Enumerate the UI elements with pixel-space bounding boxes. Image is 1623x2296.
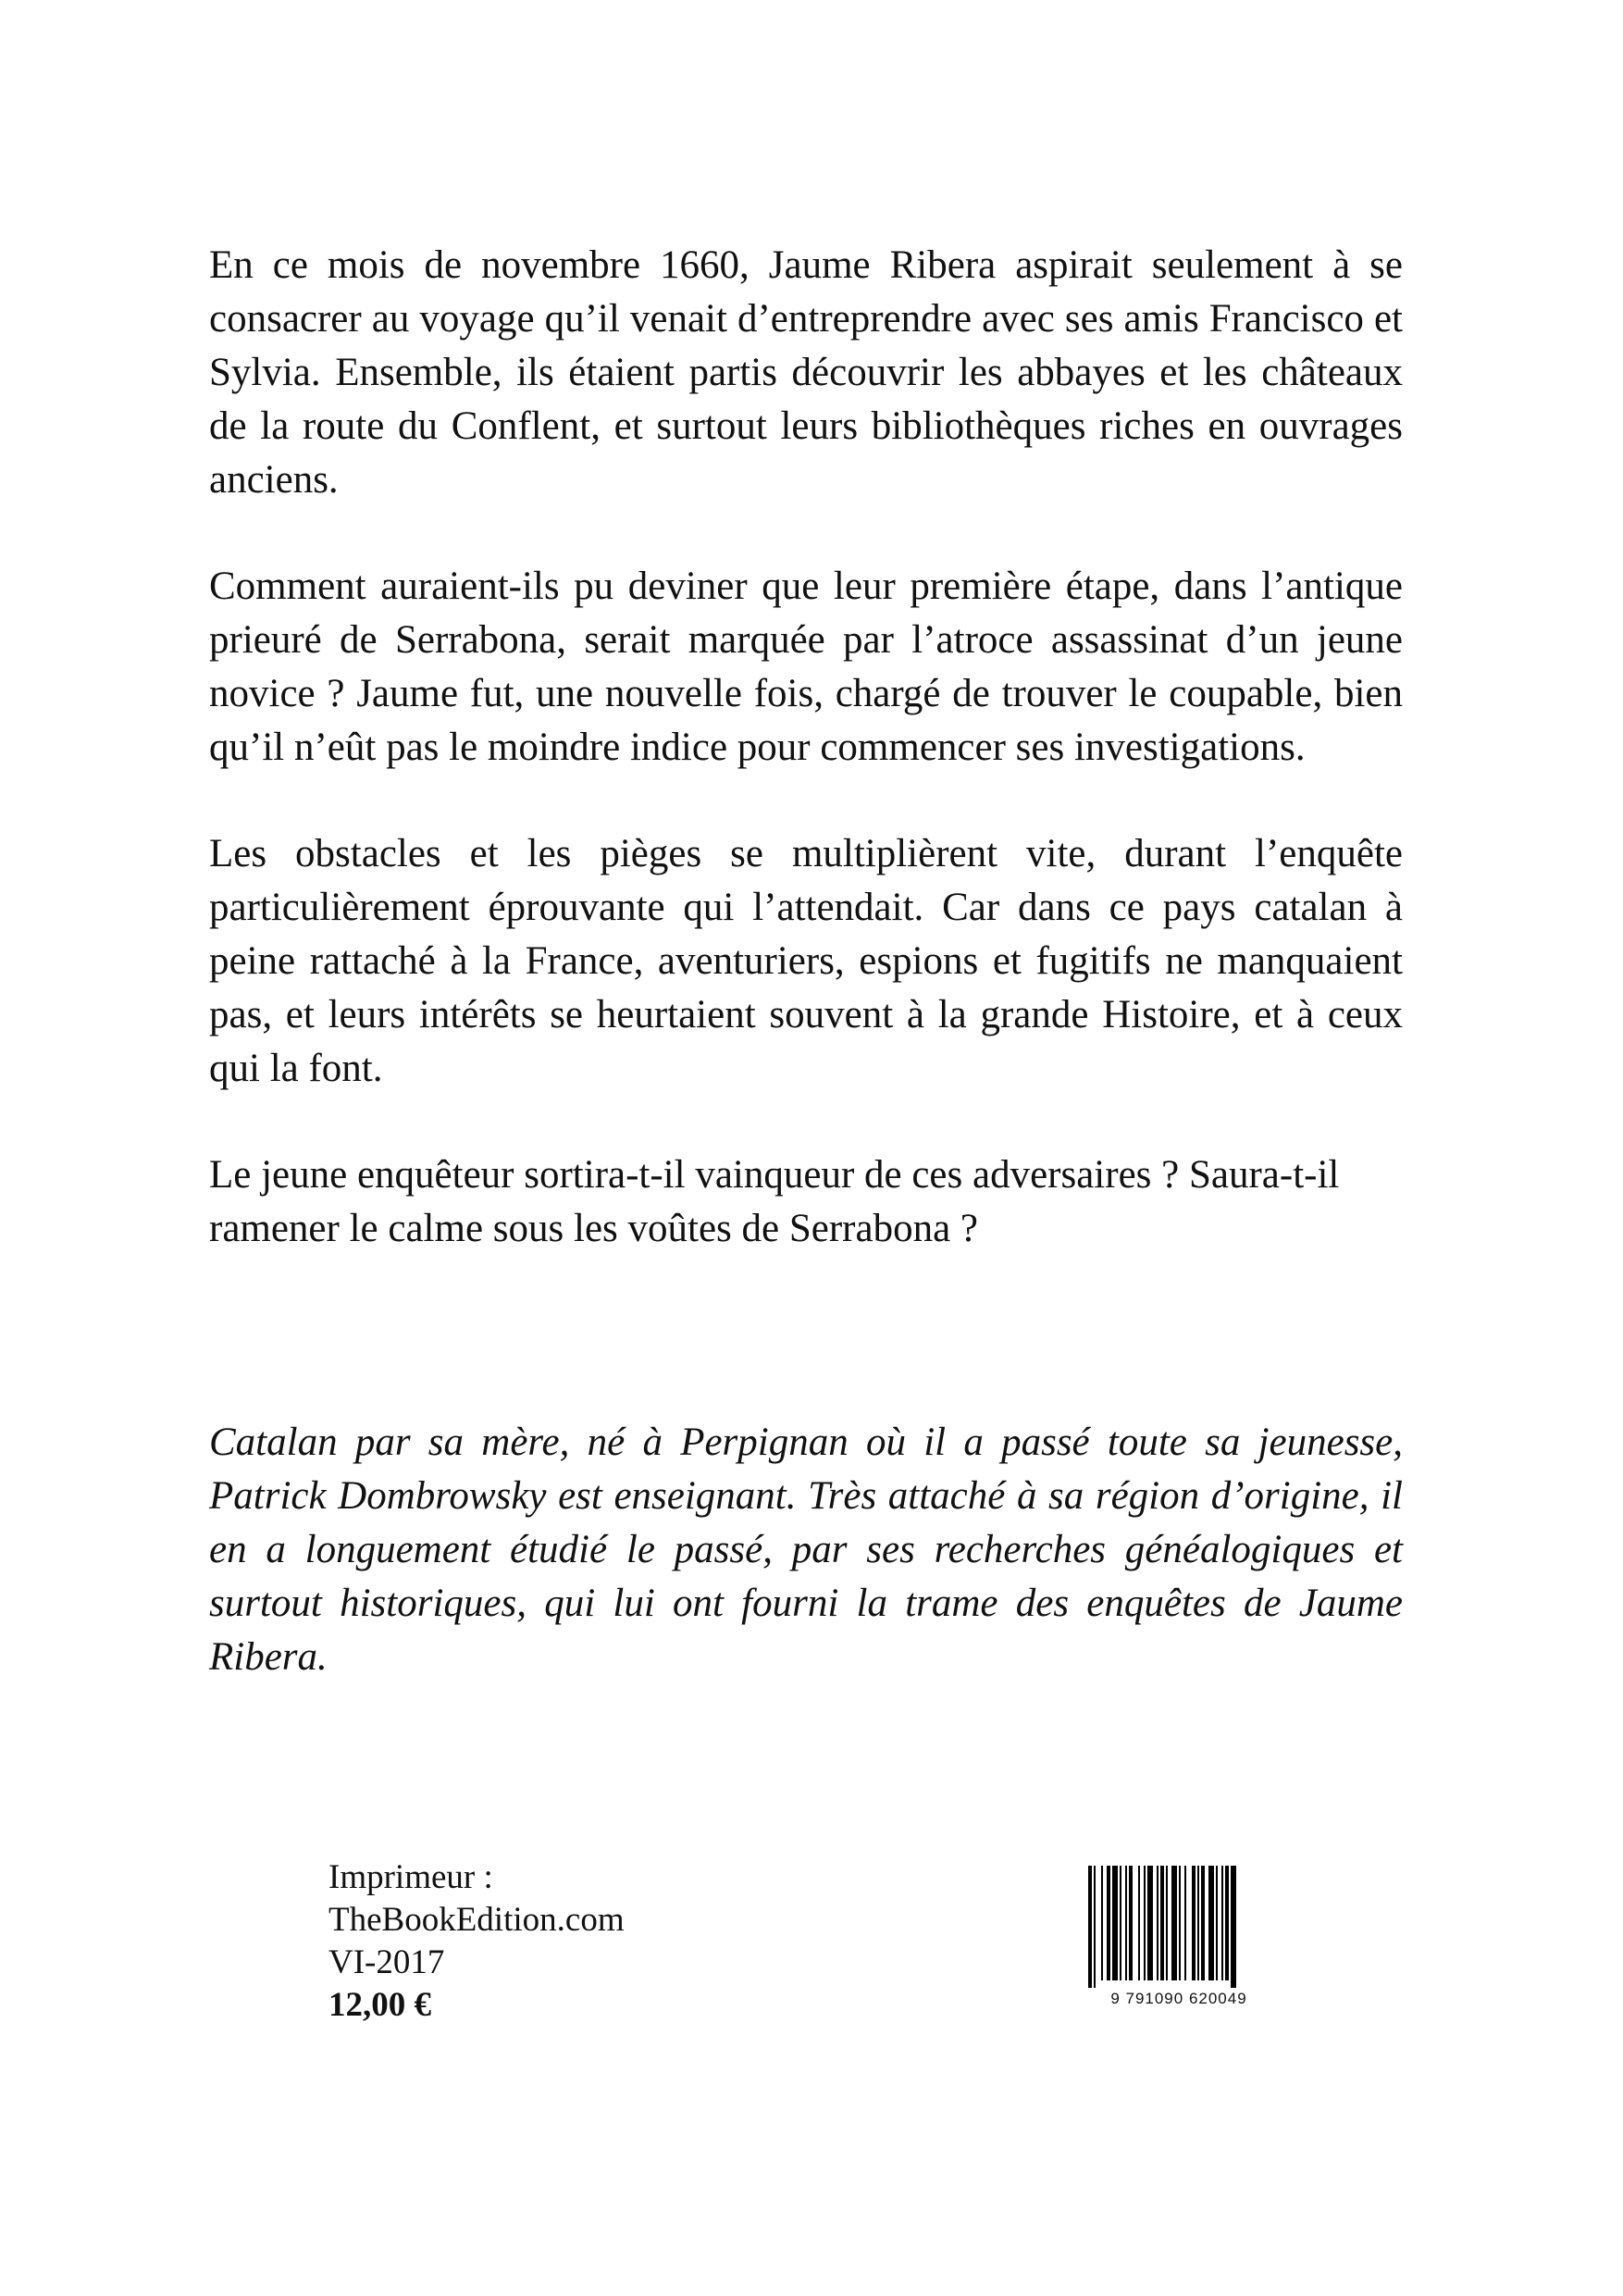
imprint-date: VI-2017 [328,1943,445,1981]
imprint-block [328,1856,625,2027]
barcode-icon [1081,1866,1277,1990]
barcode-bar [1192,1866,1196,1980]
barcode-bar [1225,1866,1229,1980]
barcode-bar [1147,1866,1153,1980]
barcode-digits: 9 791090 620049 [1110,1990,1247,2007]
blurb-paragraph-1: En ce mois de novembre 1660, Jaume Ribera aspirait seulement à se consacrer au voyage qu’il venait d’entreprendre avec ses amis Francisco et Sylvia. Ensemble, ils étaient partis découvrir les abbayes et les châteaux de la route du Conflent, et surtout leurs bibliothèques riches en ouvrages anciens. [209,243,1403,502]
barcode-bar [1184,1866,1186,1980]
barcode-bar [1157,1866,1158,1980]
barcode-bar [1231,1866,1236,1988]
blurb-paragraph-4: Le jeune enquêteur sortira-t-il vainqueur de ces adversaires ? Saura-t-il ramener le calme sous les voûtes de Serrabona ? [209,1153,1340,1250]
barcode-bar [1197,1866,1199,1980]
author-bio: Catalan par sa mère, né à Perpignan où il a passé toute sa jeunesse, Patrick Dombrowsky est enseignant. Très attaché à sa région d’origine, il en a longuement étudié le passé, par ses recherches généalogiques et surtout historiques, qui lui ont fourni la trame des enquêtes de Jaume Ribera. [209,1421,1403,1679]
blurb-paragraph-3: Les obstacles et les pièges se multiplièrent vite, durant l’enquête particulièrement éprouvante qui l’attendait. Car dans ce pays catalan à peine rattaché à la France, aventuriers, espions et fugitifs ne manquaient pas, et leurs intérêts se heurtaient souvent à la grande Histoire, et à ceux qui la font. [209,832,1403,1090]
barcode-bar [1094,1866,1096,1988]
imprint-printer: TheBookEdition.com [328,1901,625,1939]
barcode-bar [1221,1866,1223,1980]
barcode-bar [1179,1866,1181,1980]
barcode-bar [1171,1866,1177,1980]
imprint-price: 12,00 € [328,1986,431,2024]
barcode-bar [1120,1866,1121,1980]
barcode-bar [1088,1866,1092,1988]
barcode [1081,1866,1277,2019]
barcode-bar [1166,1866,1168,1980]
barcode-bar [1112,1866,1118,1980]
blurb-paragraph-2: Comment auraient-ils pu deviner que leur première étape, dans l’antique prieuré de Serrabona, serait marquée par l’atroce assassinat d’un jeune novice ? Jaume fut, une nouvelle fois, chargé de trouver le coupable, bien qu’il n’eût pas le moindre indice pour commencer ses investigations. [209,565,1403,769]
barcode-bar [1201,1866,1205,1980]
barcode-bar [1125,1866,1127,1980]
blurb [209,239,1403,1309]
imprint-label: Imprimeur : [328,1858,493,1896]
barcode-bar [1107,1866,1110,1980]
barcode-bar [1216,1866,1218,1980]
barcode-bar [1144,1866,1146,1980]
barcode-bar [1208,1866,1214,1980]
barcode-bar [1101,1866,1103,1980]
barcode-bar [1160,1866,1164,1980]
barcode-bar [1129,1866,1133,1980]
barcode-bar [1138,1866,1140,1980]
